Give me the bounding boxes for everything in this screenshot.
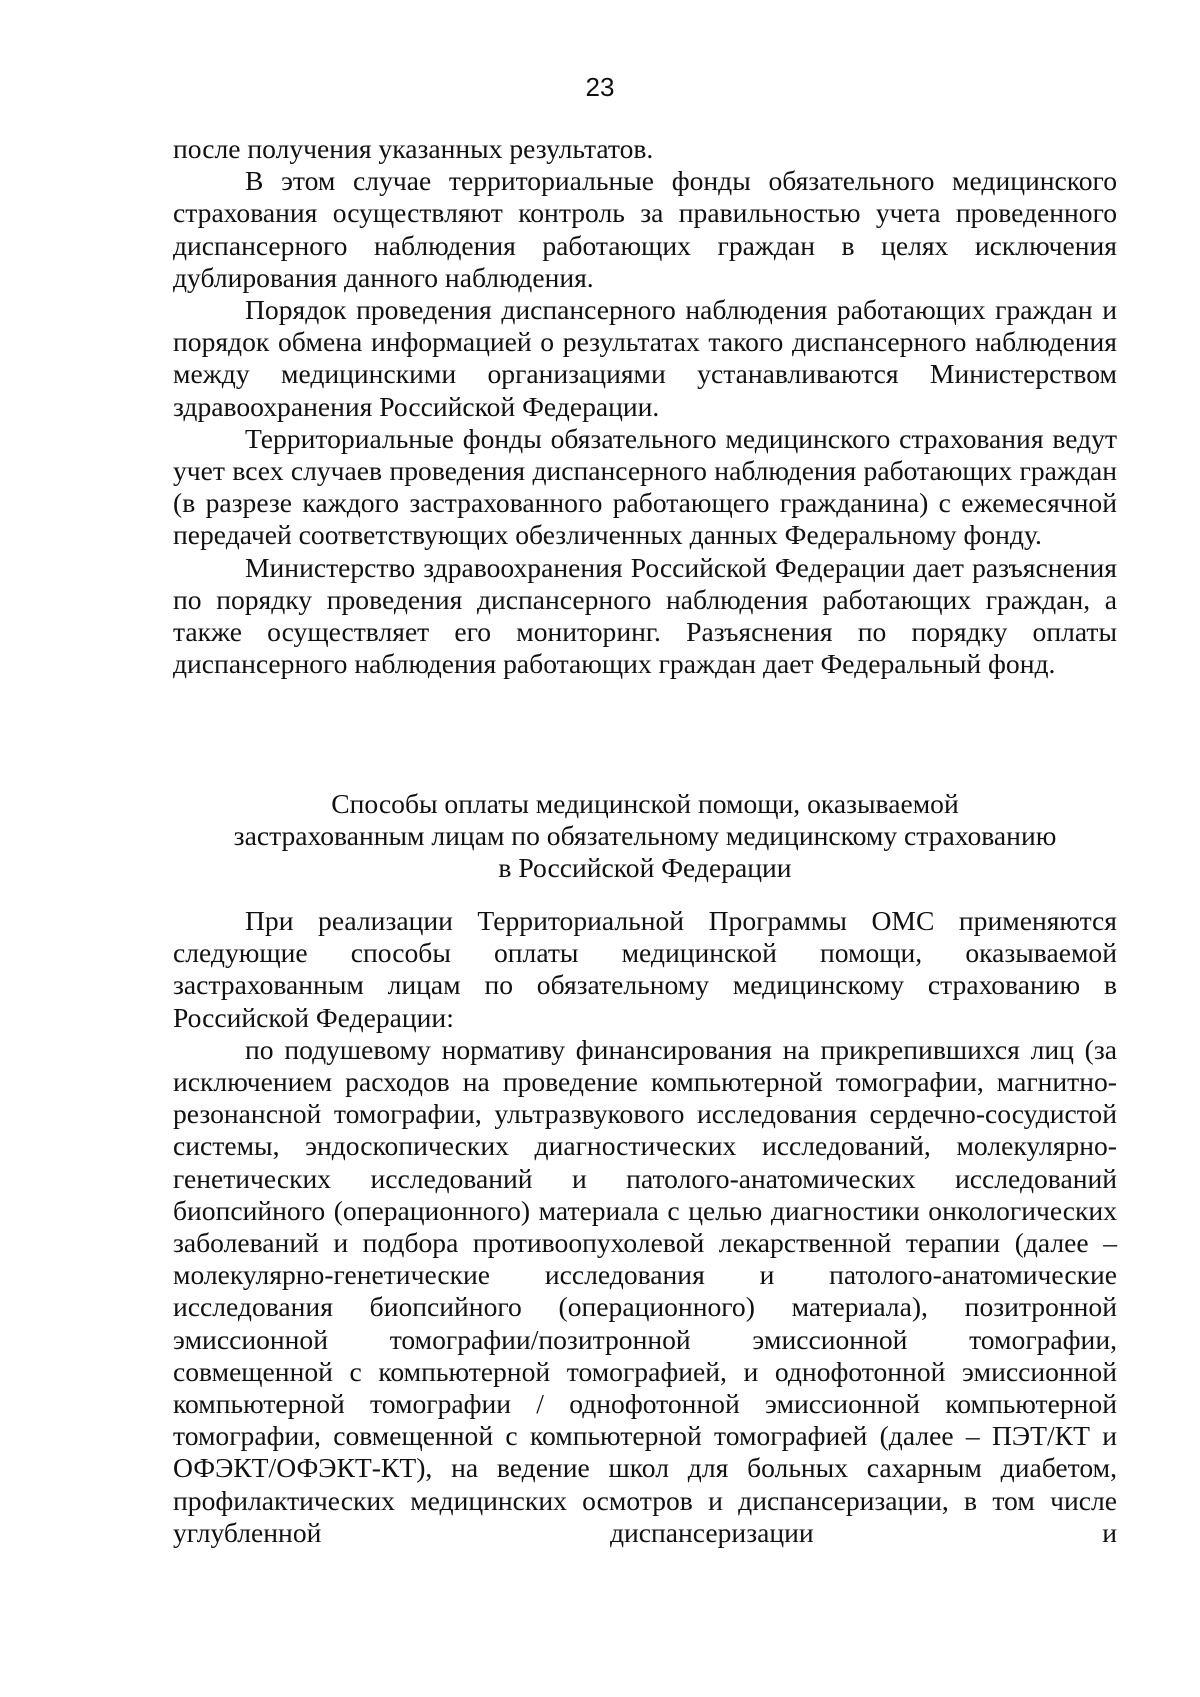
paragraph: Порядок проведения диспансерного наблюдения работающих граждан и порядок обмена информацией о результатах такого диспансерного наблюдения между медицинскими организациями устанавливаются Министерством здравоохранения Российской Федерации. (173, 294, 1117, 422)
body-text-after-heading (173, 905, 1117, 1549)
paragraph: Министерство здравоохранения Российской Федерации дает разъяснения по порядку проведения диспансерного наблюдения работающих граждан, а также осуществляет его мониторинг. Разъяснения по порядку оплаты диспансерного наблюдения работающих граждан дает Федеральный фонд. (173, 551, 1117, 680)
paragraph-continues-next-page: по подушевому нормативу финансирования на прикрепившихся лиц (за исключением расходов на проведение компьютерной томографии, магнитно-резонансной томографии, ультразвукового исследования сердечно-сосудистой системы, эндоскопических диагностических исследований, молекулярно-генетических исследований и патолого-анатомических исследований биопсийного (операционного) материала с целью диагностики онкологических заболеваний и подбора противоопухолевой лекарственной терапии (далее – молекулярно-генетические исследования и патолого-анатомические исследования биопсийного (операционного) материала), позитронной эмиссионной томографии/позитронной эмиссионной томографии, совмещенной с компьютерной томографией, и однофотонной эмиссионной компьютерной томографии / однофотонной эмиссионной компьютерной томографии, совмещенной с компьютерной томографией (далее – ПЭТ/КТ и ОФЭКТ/ОФЭКТ-КТ), на ведение школ для больных сахарным диабетом, профилактических медицинских осмотров и диспансеризации, в том числе углубленной диспансеризации и (173, 1033, 1117, 1548)
section-heading-line: застрахованным лицам по обязательному медицинскому страхованию (233, 820, 1057, 852)
paragraph-continuation: после получения указанных результатов. (173, 133, 654, 164)
paragraph: В этом случае территориальные фонды обязательного медицинского страхования осуществляют контроль за правильностью учета проведенного диспансерного наблюдения работающих граждан в целях исключения дублирования данного наблюдения. (173, 165, 1117, 293)
section-heading (173, 788, 1117, 885)
paragraph: При реализации Территориальной Программы ОМС применяются следующие способы оплаты медицинской помощи, оказываемой застрахованным лицам по обязательному медицинскому страхованию в Российской Федерации: (173, 905, 1117, 1033)
paragraph: Территориальные фонды обязательного медицинского страхования ведут учет всех случаев проведения диспансерного наблюдения работающих граждан (в разрезе каждого застрахованного работающего гражданина) с ежемесячной передачей соответствующих обезличенных данных Федеральному фонду. (173, 422, 1117, 551)
section-heading-line: Способы оплаты медицинской помощи, оказываемой (331, 788, 959, 819)
page-number: 23 (585, 72, 615, 102)
body-text-before-heading (173, 133, 1117, 680)
section-heading-line: в Российской Федерации (498, 852, 792, 884)
